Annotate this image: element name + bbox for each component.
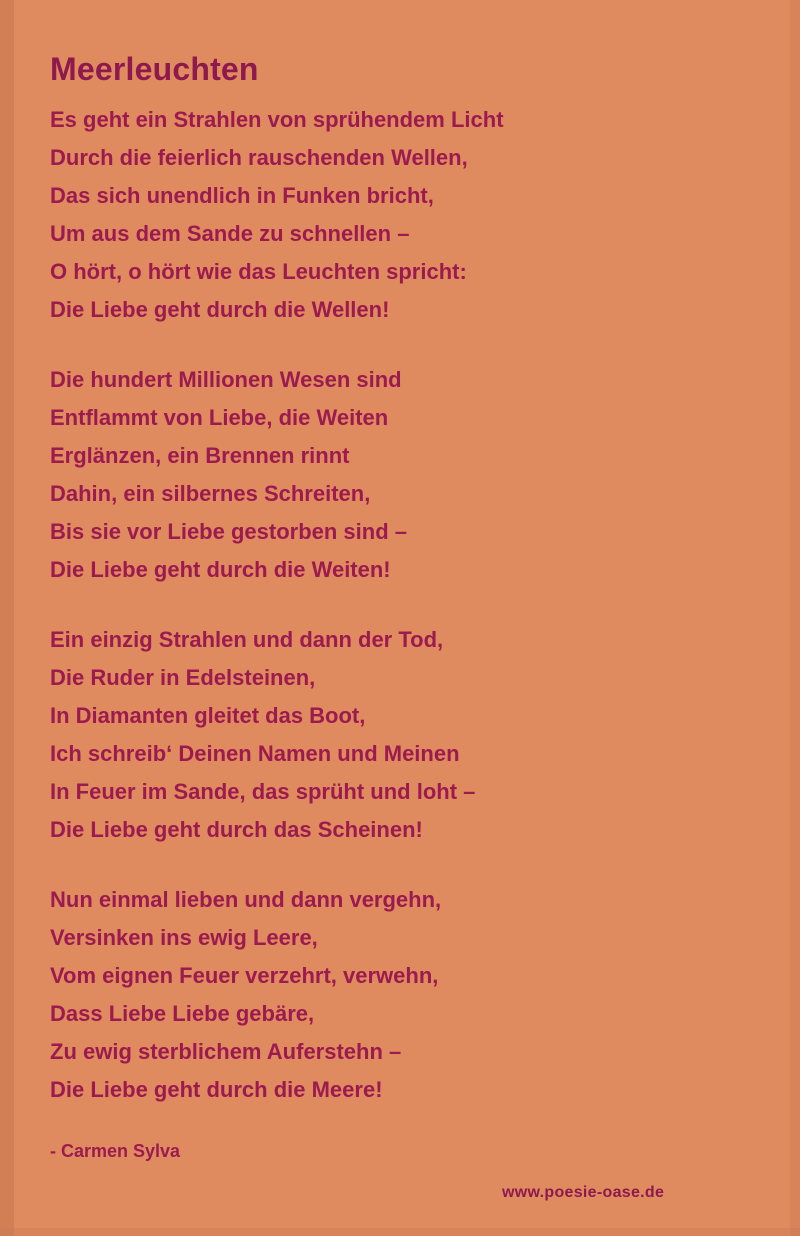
- poem-line: Ich schreib‘ Deinen Namen und Meinen: [50, 741, 460, 767]
- poem-line: Zu ewig sterblichem Auferstehn –: [50, 1039, 402, 1065]
- right-edge-shade: [790, 0, 800, 1236]
- poem-line: Um aus dem Sande zu schnellen –: [50, 221, 410, 247]
- site-credit: www.poesie-oase.de: [502, 1184, 665, 1201]
- poem-line: Die hundert Millionen Wesen sind: [50, 367, 402, 393]
- poem-stanza-2: [50, 361, 750, 589]
- poem-line: Vom eignen Feuer verzehrt, verwehn,: [50, 963, 439, 989]
- poem-line: Die Liebe geht durch die Meere!: [50, 1077, 383, 1103]
- poem-line: Die Liebe geht durch die Wellen!: [50, 297, 390, 323]
- poem-line: Es geht ein Strahlen von sprühendem Licht: [50, 107, 504, 133]
- poem-line: Dahin, ein silbernes Schreiten,: [50, 481, 371, 507]
- poem-line: In Feuer im Sande, das sprüht und loht –: [50, 779, 476, 805]
- poem-line: Die Ruder in Edelsteinen,: [50, 665, 316, 691]
- poem-line: Dass Liebe Liebe gebäre,: [50, 1001, 315, 1027]
- poem-line: O hört, o hört wie das Leuchten spricht:: [50, 259, 467, 285]
- poem-stanza-4: [50, 881, 750, 1109]
- poem-line: Nun einmal lieben und dann vergehn,: [50, 887, 442, 913]
- poem-line: Die Liebe geht durch die Weiten!: [50, 557, 391, 583]
- poem-stanza-3: [50, 621, 750, 849]
- poem-stanza-1: [50, 101, 750, 329]
- poem-line: In Diamanten gleitet das Boot,: [50, 703, 366, 729]
- poem-line: Das sich unendlich in Funken bricht,: [50, 183, 434, 209]
- page-title: Meerleuchten: [50, 51, 259, 87]
- poem-line: Erglänzen, ein Brennen rinnt: [50, 443, 350, 469]
- poem-line: Durch die feierlich rauschenden Wellen,: [50, 145, 468, 171]
- poem-line: Versinken ins ewig Leere,: [50, 925, 318, 951]
- poem-line: Ein einzig Strahlen und dann der Tod,: [50, 627, 444, 653]
- left-edge-shade: [0, 0, 14, 1236]
- poem-author: - Carmen Sylva: [50, 1141, 181, 1162]
- poem-line: Entflammt von Liebe, die Weiten: [50, 405, 389, 431]
- bottom-edge-shade: [0, 1228, 800, 1236]
- poem-line: Bis sie vor Liebe gestorben sind –: [50, 519, 407, 545]
- poem-content: [50, 52, 750, 1162]
- poem-line: Die Liebe geht durch das Scheinen!: [50, 817, 423, 843]
